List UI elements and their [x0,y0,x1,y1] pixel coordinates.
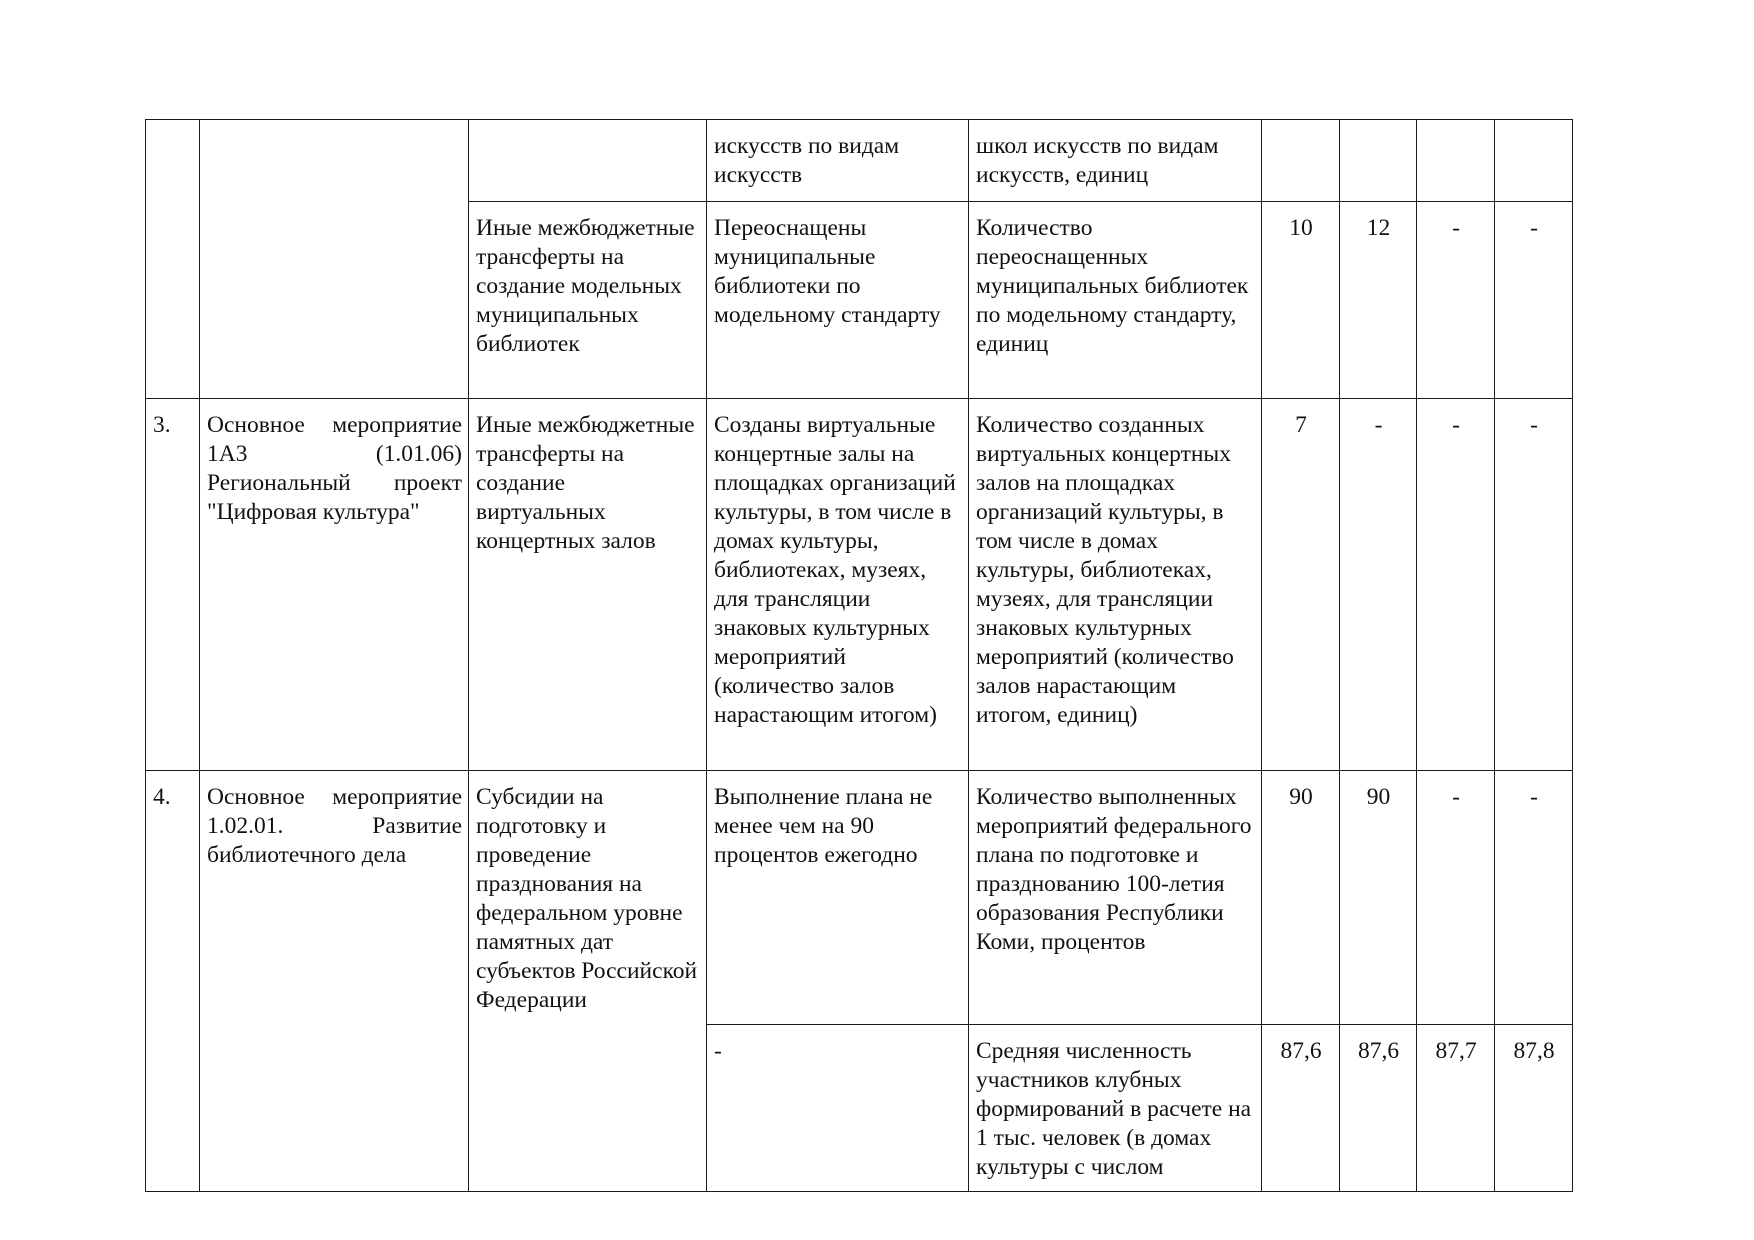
funding-cell: Иные межбюджетные трансферты на создание виртуальных концертных залов [469,399,707,771]
table-row [146,771,1573,1025]
activity-name-line: библиотечного дела [207,842,407,868]
value-cell: 90 [1262,771,1340,1025]
value-cell: 12 [1340,202,1417,399]
value-cell: 87,8 [1495,1025,1573,1192]
funding-cell: Субсидии на подготовку и проведение празднования на федеральном уровне памятных дат субъектов Российской Федерации [469,771,707,1192]
activity-name-line: Основное мероприятие [207,412,462,438]
indicator-cell: Количество созданных виртуальных концертных залов на площадках организаций культуры, в том числе в домах культуры, библиотеках, музеях, для трансляции знаковых культурных мероприятий (количество залов нарастающим итогом, единиц) [969,399,1262,771]
result-cell: - [707,1025,969,1192]
activity-name-cell [200,399,469,771]
value-cell: 7 [1262,399,1340,771]
result-cell: Созданы виртуальные концертные залы на площадках организаций культуры, в том числе в домах культуры, библиотеках, музеях, для трансляции знаковых культурных мероприятий (количество залов нарастающим итогом) [707,399,969,771]
result-cell: Выполнение плана не менее чем на 90 процентов ежегодно [707,771,969,1025]
table-row [146,399,1573,771]
indicator-cell: Количество выполненных мероприятий федерального плана по подготовке и празднованию 100-летия образования Республики Коми, процентов [969,771,1262,1025]
program-activities-table [145,119,1573,1192]
indicator-cell: Количество переоснащенных муниципальных библиотек по модельному стандарту, единиц [969,202,1262,399]
activity-name-line: 1.02.01. Развитие [207,813,462,839]
indicator-cell: школ искусств по видам искусств, единиц [969,120,1262,202]
result-cell: Переоснащены муниципальные библиотеки по модельному стандарту [707,202,969,399]
value-cell: - [1495,202,1573,399]
value-cell: - [1417,771,1495,1025]
activity-name-line: 1А3 (1.01.06) [207,441,462,467]
funding-cell [469,120,707,202]
activity-name-line: "Цифровая культура" [207,499,420,525]
value-cell: - [1417,202,1495,399]
value-cell: - [1495,399,1573,771]
activity-name-line: Основное мероприятие [207,784,462,810]
row-number-cell: 4. [146,771,200,1192]
result-cell: искусств по видам искусств [707,120,969,202]
activity-name-cell [200,771,469,1192]
indicator-cell: Средняя численность участников клубных формирований в расчете на 1 тыс. человек (в домах культуры с числом [969,1025,1262,1192]
value-cell: - [1495,771,1573,1025]
row-number-cell [146,120,200,399]
activity-name-line: Региональный проект [207,470,462,496]
value-cell: - [1340,399,1417,771]
value-cell: 87,6 [1262,1025,1340,1192]
table-row [146,120,1573,202]
activity-name-cell [200,120,469,399]
value-cell: - [1417,399,1495,771]
funding-cell: Иные межбюджетные трансферты на создание модельных муниципальных библиотек [469,202,707,399]
value-cell: 10 [1262,202,1340,399]
value-cell [1262,120,1340,202]
value-cell: 87,6 [1340,1025,1417,1192]
value-cell: 90 [1340,771,1417,1025]
value-cell [1340,120,1417,202]
value-cell [1495,120,1573,202]
value-cell [1417,120,1495,202]
value-cell: 87,7 [1417,1025,1495,1192]
row-number-cell: 3. [146,399,200,771]
